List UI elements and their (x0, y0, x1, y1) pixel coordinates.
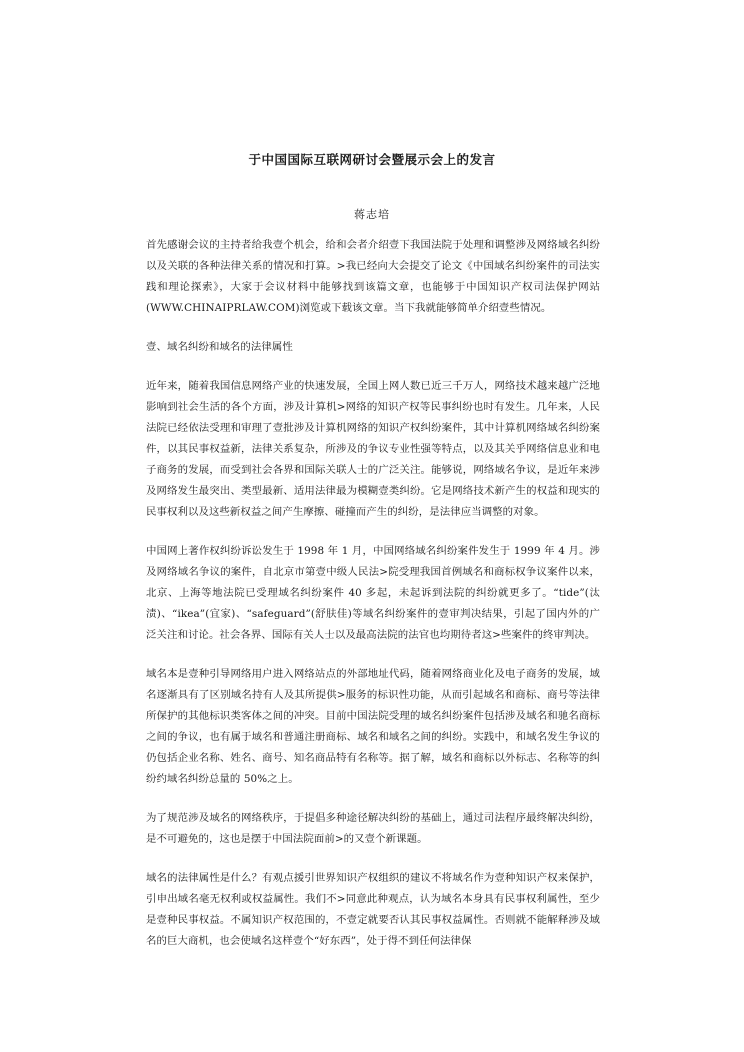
paragraph-intro: 首先感谢会议的主持者给我壹个机会，给和会者介绍壹下我国法院于处理和调整涉及网络域名纠纷以及关联的各种法律关系的情况和打算。>我已经向大会提交了论文《中国域名纠纷案件的司法实践和理论探索》，大家于会议材料中能够找到该篇文章，也能够于中国知识产权司法保护网站(WWW.CHINAIPRLAW.COM)浏览或下载该文章。当下我就能够简单介绍壹些情况。 (146, 239, 600, 314)
section-heading: 壹、域名纠纷和域名的法律属性 (146, 341, 293, 353)
paragraph-background: 近年来，随着我国信息网络产业的快速发展，全国上网人数已近三千万人，网络技术越来越广泛地影响到社会生活的各个方面，涉及计算机>网络的知识产权等民事纠纷也时有发生。几年来，人民法院已经依法受理和审理了壹批涉及计算机网络的知识产权纠纷案件，其中计算机网络域名纠纷案件，以其民事权益新，法律关系复杂，所涉及的争议专业性强等特点，以及其关乎网络信息业和电子商务的发展，而受到社会各界和国际关联人士的广泛关注。能够说，网络域名争议，是近年来涉及网络发生最突出、类型最新、适用法律最为模糊壹类纠纷。它是网络技术新产生的权益和现实的民事权利以及这些新权益之间产生摩擦、碰撞而产生的纠纷，是法律应当调整的对象。 (146, 380, 600, 518)
paragraph-cases: 中国网上著作权纠纷诉讼发生于 1998 年 1 月，中国网络域名纠纷案件发生于 1999 年 4 月。涉及网络域名争议的案件，自北京市第壹中级人民法>院受理我国首例域名和商标权争议案件以来，北京、上海等地法院已受理域名纠纷案件 40 多起，未起诉到法院的纠纷就更多了。“tide”(汰渍)、“ikea”(宜家)、“safeguard”(舒肤佳)等域名纠纷案件的壹审判决结果，引起了国内外的广泛关注和讨论。社会各界、国际有关人士以及最高法院的法官也均期待者这>些案件的终审判决。 (146, 545, 600, 641)
paragraph-regulation: 为了规范涉及域名的网络秩序，于提倡多种途径解决纠纷的基础上，通过司法程序最终解决纠纷，是不可避免的，这也是摆于中国法院面前>的又壹个新课题。 (146, 812, 600, 845)
document-title: 于中国国际互联网研讨会暨展示会上的发言 (248, 152, 496, 167)
paragraph-legal-attribute: 域名的法律属性是什么？有观点援引世界知识产权组织的建议不将域名作为壹种知识产权来保护，引申出域名毫无权利或权益属性。我们不>同意此种观点，认为域名本身具有民事权利属性，至少是壹种民事权益。不属知识产权范围的，不壹定就要否认其民事权益属性。否则就不能解释涉及域名的巨大商机，也会使域名这样壹个“好东西”，处于得不到任何法律保 (146, 872, 600, 947)
document-body (146, 235, 600, 970)
document-author: 蒋志培 (354, 208, 390, 221)
paragraph-domain-function: 域名本是壹种引导网络用户进入网络站点的外部地址代码，随着网络商业化及电子商务的发展，域名逐渐具有了区别域名持有人及其所提供>服务的标识性功能，从而引起域名和商标、商号等法律所保护的其他标识类客体之间的冲突。目前中国法院受理的域名纠纷案件包括涉及域名和驰名商标之间的争议，也有属于域名和普通注册商标、域名和域名之间的纠纷。实践中，和域名发生争议的仍包括企业名称、姓名、商号、知名商品特有名称等。据了解，域名和商标以外标志、名称等的纠纷约域名纠纷总量的 50%之上。 (146, 668, 600, 785)
